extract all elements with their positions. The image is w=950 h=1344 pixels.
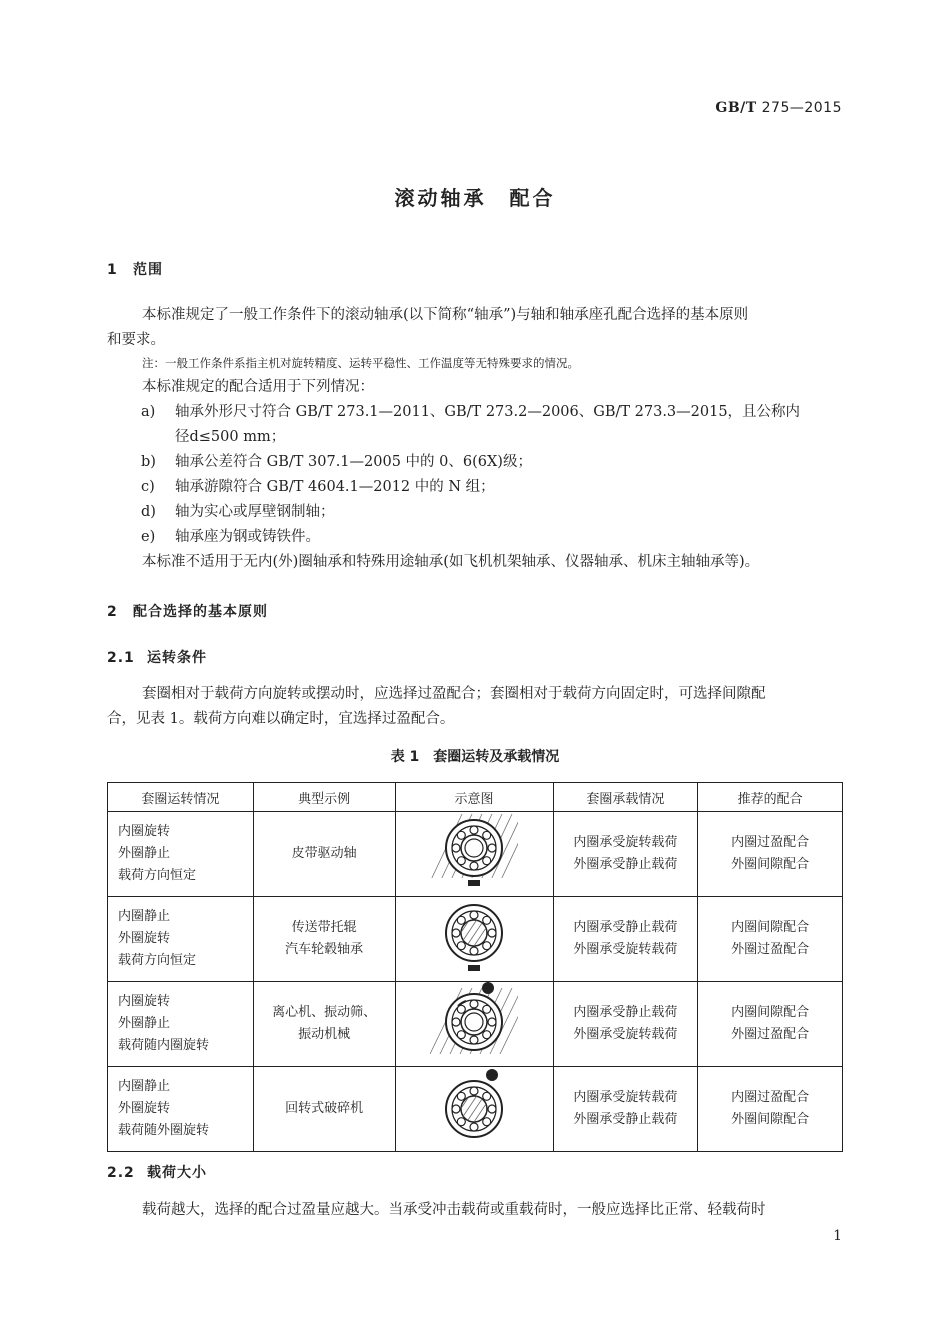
table-row (108, 812, 843, 897)
section-2-2-heading: 2.2 载荷大小 (107, 1165, 207, 1181)
example-cell: 皮带驱动轴 (253, 812, 395, 897)
paragraph-line: 和要求。 (107, 332, 165, 348)
column-header: 示意图 (395, 783, 553, 812)
table-row (108, 1067, 843, 1152)
table-header-row (108, 783, 843, 812)
diagram-cell (395, 897, 553, 982)
section-1-heading: 1 范围 (107, 262, 163, 278)
column-header: 推荐的配合 (698, 783, 843, 812)
section-2-heading: 2 配合选择的基本原则 (107, 604, 268, 620)
fit-cell: 内圈过盈配合 外圈间隙配合 (698, 812, 843, 897)
load-cell: 内圈承受旋转载荷 外圈承受静止载荷 (553, 812, 698, 897)
document-title: 滚动轴承 配合 (394, 186, 556, 210)
column-header: 套圈运转情况 (108, 783, 254, 812)
paragraph-line: 合，见表 1。载荷方向难以确定时，宜选择过盈配合。 (107, 711, 455, 727)
fit-cell: 内圈过盈配合 外圈间隙配合 (698, 1067, 843, 1152)
cond-cell: 内圈静止 外圈旋转 载荷随外圈旋转 (108, 1067, 254, 1152)
paragraph-line: 套圈相对于载荷方向旋转或摆动时，应选择过盈配合；套圈相对于载荷方向固定时，可选择间隙配 (142, 686, 766, 702)
diagram-cell (395, 1067, 553, 1152)
table-row (108, 897, 843, 982)
fit-cell: 内圈间隙配合 外圈过盈配合 (698, 897, 843, 982)
table-caption: 表 1 套圈运转及承载情况 (390, 749, 560, 765)
load-cell: 内圈承受静止载荷 外圈承受旋转载荷 (553, 897, 698, 982)
note: 注：一般工作条件系指主机对旋转精度、运转平稳性、工作温度等无特殊要求的情况。 (142, 356, 579, 370)
paragraph-line: 本标准不适用于无内(外)圈轴承和特殊用途轴承(如飞机机架轴承、仪器轴承、机床主轴轴承等)。 (142, 554, 760, 570)
list-item: b) 轴承公差符合 GB/T 307.1—2005 中的 0、6(6X)级； (141, 454, 532, 470)
page-number: 1 (833, 1228, 842, 1244)
load-cell: 内圈承受静止载荷 外圈承受旋转载荷 (553, 982, 698, 1067)
list-item: d) 轴为实心或厚壁钢制轴； (141, 504, 335, 520)
example-cell: 传送带托辊 汽车轮毂轴承 (253, 897, 395, 982)
column-header: 典型示例 (253, 783, 395, 812)
paragraph-line: 载荷越大，选择的配合过盈量应越大。当承受冲击载荷或重载荷时，一般应选择比正常、轻载荷时 (142, 1202, 766, 1218)
paragraph-line: 本标准规定的配合适用于下列情况： (142, 379, 374, 395)
paragraph-line: 本标准规定了一般工作条件下的滚动轴承(以下简称“轴承”)与轴和轴承座孔配合选择的基本原则 (142, 307, 749, 323)
table-row (108, 982, 843, 1067)
table-1 (107, 782, 843, 1152)
list-item: e) 轴承座为钢或铸铁件。 (141, 529, 320, 545)
bearing-diagram-icon (396, 812, 552, 888)
section-2-1-heading: 2.1 运转条件 (107, 650, 207, 666)
bearing-diagram-icon (396, 1067, 552, 1143)
cond-cell: 内圈旋转 外圈静止 载荷随内圈旋转 (108, 982, 254, 1067)
example-cell: 离心机、振动筛、 振动机械 (253, 982, 395, 1067)
standard-number: GB/T 275—2015 (715, 100, 842, 116)
bearing-diagram-icon (396, 982, 552, 1058)
cond-cell: 内圈静止 外圈旋转 载荷方向恒定 (108, 897, 254, 982)
diagram-cell (395, 982, 553, 1067)
fit-cell: 内圈间隙配合 外圈过盈配合 (698, 982, 843, 1067)
column-header: 套圈承载情况 (553, 783, 698, 812)
list-item: c) 轴承游隙符合 GB/T 4604.1—2012 中的 N 组； (141, 479, 495, 495)
example-cell: 回转式破碎机 (253, 1067, 395, 1152)
bearing-diagram-icon (396, 897, 552, 973)
load-cell: 内圈承受旋转载荷 外圈承受静止载荷 (553, 1067, 698, 1152)
diagram-cell (395, 812, 553, 897)
cond-cell: 内圈旋转 外圈静止 载荷方向恒定 (108, 812, 254, 897)
list-item: a) 轴承外形尺寸符合 GB/T 273.1—2011、GB/T 273.2—2006、GB/T 273.3—2015，且公称内 径d≤500 mm； (141, 404, 801, 445)
